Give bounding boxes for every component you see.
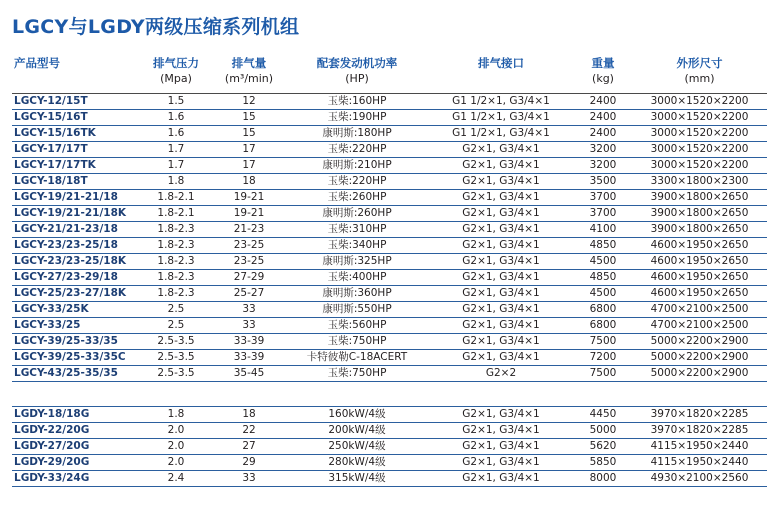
header-weight: 重量 bbox=[591, 56, 615, 70]
cell-flow: 18 bbox=[212, 407, 286, 423]
cell-power: 康明斯:360HP bbox=[286, 286, 428, 302]
cell-pressure: 1.6 bbox=[140, 126, 212, 142]
cell-port: G1 1/2×1, G3/4×1 bbox=[428, 94, 574, 110]
cell-weight: 7200 bbox=[574, 350, 632, 366]
cell-port: G2×1, G3/4×1 bbox=[428, 455, 574, 471]
cell-power: 玉柴:260HP bbox=[286, 190, 428, 206]
cell-flow: 22 bbox=[212, 423, 286, 439]
cell-power: 250kW/4级 bbox=[286, 439, 428, 455]
cell-weight: 4850 bbox=[574, 270, 632, 286]
cell-model: LGCY-17/17T bbox=[12, 142, 140, 158]
cell-size: 5000×2200×2900 bbox=[632, 350, 767, 366]
cell-model: LGCY-39/25-33/35 bbox=[12, 334, 140, 350]
cell-weight: 4100 bbox=[574, 222, 632, 238]
header-flow-unit: (m³/min) bbox=[212, 71, 286, 94]
cell-power: 玉柴:220HP bbox=[286, 142, 428, 158]
cell-model: LGCY-12/15T bbox=[12, 94, 140, 110]
cell-power: 玉柴:190HP bbox=[286, 110, 428, 126]
section-gap bbox=[12, 382, 767, 407]
cell-size: 4600×1950×2650 bbox=[632, 286, 767, 302]
cell-port: G2×1, G3/4×1 bbox=[428, 407, 574, 423]
cell-power: 康明斯:550HP bbox=[286, 302, 428, 318]
cell-weight: 5620 bbox=[574, 439, 632, 455]
cell-pressure: 1.8-2.3 bbox=[140, 222, 212, 238]
table-row bbox=[12, 238, 767, 254]
cell-size: 4600×1950×2650 bbox=[632, 270, 767, 286]
cell-port: G2×1, G3/4×1 bbox=[428, 190, 574, 206]
cell-size: 4115×1950×2440 bbox=[632, 439, 767, 455]
table-row bbox=[12, 254, 767, 270]
cell-model: LGCY-23/23-25/18 bbox=[12, 238, 140, 254]
table-row bbox=[12, 286, 767, 302]
cell-weight: 4450 bbox=[574, 407, 632, 423]
table-row bbox=[12, 206, 767, 222]
page-title: LGCY与LGDY两级压缩系列机组 bbox=[12, 16, 300, 38]
cell-size: 3000×1520×2200 bbox=[632, 94, 767, 110]
cell-model: LGCY-33/25 bbox=[12, 318, 140, 334]
spec-table bbox=[12, 56, 767, 487]
table-row bbox=[12, 94, 767, 110]
cell-size: 4700×2100×2500 bbox=[632, 302, 767, 318]
cell-model: LGCY-15/16TK bbox=[12, 126, 140, 142]
cell-weight: 8000 bbox=[574, 471, 632, 487]
cell-power: 玉柴:560HP bbox=[286, 318, 428, 334]
cell-weight: 5000 bbox=[574, 423, 632, 439]
cell-port: G2×1, G3/4×1 bbox=[428, 206, 574, 222]
cell-size: 3000×1520×2200 bbox=[632, 110, 767, 126]
cell-pressure: 1.8 bbox=[140, 407, 212, 423]
cell-port: G2×1, G3/4×1 bbox=[428, 302, 574, 318]
cell-size: 3970×1820×2285 bbox=[632, 407, 767, 423]
table-row bbox=[12, 366, 767, 382]
cell-port: G2×1, G3/4×1 bbox=[428, 471, 574, 487]
cell-pressure: 1.8 bbox=[140, 174, 212, 190]
cell-pressure: 1.5 bbox=[140, 94, 212, 110]
header-unit-row bbox=[12, 71, 767, 94]
cell-pressure: 2.0 bbox=[140, 455, 212, 471]
cell-power: 玉柴:220HP bbox=[286, 174, 428, 190]
cell-port: G2×1, G3/4×1 bbox=[428, 318, 574, 334]
cell-flow: 33-39 bbox=[212, 350, 286, 366]
cell-size: 5000×2200×2900 bbox=[632, 366, 767, 382]
header-model-unit bbox=[12, 71, 140, 94]
cell-flow: 33 bbox=[212, 302, 286, 318]
cell-weight: 2400 bbox=[574, 126, 632, 142]
header-size-unit: (mm) bbox=[632, 71, 767, 94]
cell-model: LGDY-29/20G bbox=[12, 455, 140, 471]
lgcy-table-body bbox=[12, 94, 767, 382]
cell-port: G2×1, G3/4×1 bbox=[428, 222, 574, 238]
cell-size: 3900×1800×2650 bbox=[632, 190, 767, 206]
cell-power: 玉柴:340HP bbox=[286, 238, 428, 254]
cell-flow: 33 bbox=[212, 471, 286, 487]
cell-power: 康明斯:180HP bbox=[286, 126, 428, 142]
cell-pressure: 2.5-3.5 bbox=[140, 366, 212, 382]
table-row bbox=[12, 471, 767, 487]
header-port: 排气接口 bbox=[478, 56, 524, 70]
cell-size: 3900×1800×2650 bbox=[632, 206, 767, 222]
cell-pressure: 1.7 bbox=[140, 142, 212, 158]
cell-model: LGCY-17/17TK bbox=[12, 158, 140, 174]
cell-power: 卡特彼勒C-18ACERT bbox=[286, 350, 428, 366]
header-weight-unit: (kg) bbox=[574, 71, 632, 94]
cell-port: G2×2 bbox=[428, 366, 574, 382]
cell-weight: 6800 bbox=[574, 318, 632, 334]
cell-weight: 3500 bbox=[574, 174, 632, 190]
cell-power: 康明斯:325HP bbox=[286, 254, 428, 270]
cell-power: 玉柴:750HP bbox=[286, 334, 428, 350]
cell-pressure: 2.5 bbox=[140, 302, 212, 318]
cell-model: LGDY-18/18G bbox=[12, 407, 140, 423]
cell-model: LGCY-39/25-33/35C bbox=[12, 350, 140, 366]
table-row bbox=[12, 142, 767, 158]
cell-port: G2×1, G3/4×1 bbox=[428, 142, 574, 158]
cell-power: 玉柴:750HP bbox=[286, 366, 428, 382]
cell-model: LGCY-21/21-23/18 bbox=[12, 222, 140, 238]
cell-pressure: 2.5-3.5 bbox=[140, 334, 212, 350]
cell-flow: 33 bbox=[212, 318, 286, 334]
cell-size: 3300×1800×2300 bbox=[632, 174, 767, 190]
cell-weight: 3200 bbox=[574, 158, 632, 174]
cell-weight: 5850 bbox=[574, 455, 632, 471]
table-row bbox=[12, 270, 767, 286]
table-row bbox=[12, 158, 767, 174]
cell-port: G1 1/2×1, G3/4×1 bbox=[428, 110, 574, 126]
cell-model: LGCY-25/23-27/18K bbox=[12, 286, 140, 302]
cell-port: G2×1, G3/4×1 bbox=[428, 238, 574, 254]
cell-pressure: 2.5 bbox=[140, 318, 212, 334]
cell-size: 4600×1950×2650 bbox=[632, 238, 767, 254]
cell-power: 玉柴:310HP bbox=[286, 222, 428, 238]
cell-port: G2×1, G3/4×1 bbox=[428, 174, 574, 190]
cell-flow: 33-39 bbox=[212, 334, 286, 350]
cell-port: G2×1, G3/4×1 bbox=[428, 334, 574, 350]
cell-weight: 3200 bbox=[574, 142, 632, 158]
cell-model: LGCY-19/21-21/18 bbox=[12, 190, 140, 206]
cell-flow: 15 bbox=[212, 110, 286, 126]
cell-pressure: 2.5-3.5 bbox=[140, 350, 212, 366]
cell-flow: 23-25 bbox=[212, 238, 286, 254]
cell-flow: 29 bbox=[212, 455, 286, 471]
cell-power: 160kW/4级 bbox=[286, 407, 428, 423]
cell-flow: 19-21 bbox=[212, 206, 286, 222]
cell-pressure: 2.0 bbox=[140, 439, 212, 455]
header-row bbox=[12, 56, 767, 71]
header-flow: 排气量 bbox=[231, 56, 267, 70]
cell-pressure: 2.0 bbox=[140, 423, 212, 439]
header-port-unit bbox=[428, 71, 574, 94]
cell-port: G1 1/2×1, G3/4×1 bbox=[428, 126, 574, 142]
cell-size: 5000×2200×2900 bbox=[632, 334, 767, 350]
cell-model: LGCY-15/16T bbox=[12, 110, 140, 126]
cell-port: G2×1, G3/4×1 bbox=[428, 439, 574, 455]
cell-flow: 27-29 bbox=[212, 270, 286, 286]
cell-flow: 15 bbox=[212, 126, 286, 142]
table-row bbox=[12, 110, 767, 126]
table-row bbox=[12, 407, 767, 423]
cell-power: 玉柴:160HP bbox=[286, 94, 428, 110]
cell-power: 玉柴:400HP bbox=[286, 270, 428, 286]
cell-flow: 17 bbox=[212, 142, 286, 158]
cell-model: LGCY-43/25-35/35 bbox=[12, 366, 140, 382]
header-pressure: 排气压力 bbox=[153, 56, 199, 70]
cell-weight: 4500 bbox=[574, 286, 632, 302]
cell-size: 3000×1520×2200 bbox=[632, 126, 767, 142]
cell-model: LGDY-22/20G bbox=[12, 423, 140, 439]
cell-pressure: 1.8-2.3 bbox=[140, 270, 212, 286]
cell-weight: 2400 bbox=[574, 110, 632, 126]
cell-pressure: 1.6 bbox=[140, 110, 212, 126]
cell-flow: 23-25 bbox=[212, 254, 286, 270]
table-row bbox=[12, 455, 767, 471]
header-model: 产品型号 bbox=[14, 56, 60, 70]
cell-weight: 3700 bbox=[574, 190, 632, 206]
cell-flow: 17 bbox=[212, 158, 286, 174]
cell-size: 3970×1820×2285 bbox=[632, 423, 767, 439]
cell-weight: 4500 bbox=[574, 254, 632, 270]
table-row bbox=[12, 190, 767, 206]
cell-port: G2×1, G3/4×1 bbox=[428, 423, 574, 439]
cell-weight: 4850 bbox=[574, 238, 632, 254]
cell-weight: 7500 bbox=[574, 366, 632, 382]
table-row bbox=[12, 302, 767, 318]
cell-flow: 19-21 bbox=[212, 190, 286, 206]
header-power-unit: (HP) bbox=[286, 71, 428, 94]
header-size: 外形尺寸 bbox=[676, 56, 723, 70]
cell-weight: 3700 bbox=[574, 206, 632, 222]
cell-flow: 12 bbox=[212, 94, 286, 110]
header-power: 配套发动机功率 bbox=[316, 56, 398, 70]
cell-size: 4115×1950×2440 bbox=[632, 455, 767, 471]
cell-pressure: 1.8-2.3 bbox=[140, 238, 212, 254]
cell-model: LGCY-33/25K bbox=[12, 302, 140, 318]
cell-size: 3900×1800×2650 bbox=[632, 222, 767, 238]
table-row bbox=[12, 126, 767, 142]
cell-size: 4600×1950×2650 bbox=[632, 254, 767, 270]
cell-flow: 18 bbox=[212, 174, 286, 190]
cell-weight: 6800 bbox=[574, 302, 632, 318]
cell-pressure: 1.8-2.3 bbox=[140, 286, 212, 302]
cell-pressure: 1.7 bbox=[140, 158, 212, 174]
cell-model: LGCY-27/23-29/18 bbox=[12, 270, 140, 286]
cell-flow: 27 bbox=[212, 439, 286, 455]
cell-port: G2×1, G3/4×1 bbox=[428, 286, 574, 302]
cell-model: LGCY-18/18T bbox=[12, 174, 140, 190]
cell-pressure: 2.4 bbox=[140, 471, 212, 487]
cell-size: 4930×2100×2560 bbox=[632, 471, 767, 487]
cell-flow: 35-45 bbox=[212, 366, 286, 382]
cell-port: G2×1, G3/4×1 bbox=[428, 158, 574, 174]
cell-model: LGCY-19/21-21/18K bbox=[12, 206, 140, 222]
cell-power: 315kW/4级 bbox=[286, 471, 428, 487]
cell-flow: 21-23 bbox=[212, 222, 286, 238]
cell-model: LGDY-27/20G bbox=[12, 439, 140, 455]
table-row bbox=[12, 318, 767, 334]
table-row bbox=[12, 174, 767, 190]
cell-pressure: 1.8-2.1 bbox=[140, 190, 212, 206]
header-pressure-unit: (Mpa) bbox=[140, 71, 212, 94]
cell-port: G2×1, G3/4×1 bbox=[428, 350, 574, 366]
table-row bbox=[12, 439, 767, 455]
cell-power: 280kW/4级 bbox=[286, 455, 428, 471]
lgdy-table-body bbox=[12, 407, 767, 487]
cell-model: LGDY-33/24G bbox=[12, 471, 140, 487]
cell-size: 4700×2100×2500 bbox=[632, 318, 767, 334]
cell-power: 200kW/4级 bbox=[286, 423, 428, 439]
cell-weight: 7500 bbox=[574, 334, 632, 350]
cell-power: 康明斯:260HP bbox=[286, 206, 428, 222]
cell-pressure: 1.8-2.1 bbox=[140, 206, 212, 222]
table-row bbox=[12, 222, 767, 238]
cell-power: 康明斯:210HP bbox=[286, 158, 428, 174]
table-row bbox=[12, 334, 767, 350]
cell-weight: 2400 bbox=[574, 94, 632, 110]
table-row bbox=[12, 423, 767, 439]
cell-flow: 25-27 bbox=[212, 286, 286, 302]
section-gap-row bbox=[12, 382, 767, 407]
cell-port: G2×1, G3/4×1 bbox=[428, 254, 574, 270]
cell-pressure: 1.8-2.3 bbox=[140, 254, 212, 270]
cell-size: 3000×1520×2200 bbox=[632, 158, 767, 174]
cell-model: LGCY-23/23-25/18K bbox=[12, 254, 140, 270]
cell-size: 3000×1520×2200 bbox=[632, 142, 767, 158]
table-row bbox=[12, 350, 767, 366]
cell-port: G2×1, G3/4×1 bbox=[428, 270, 574, 286]
